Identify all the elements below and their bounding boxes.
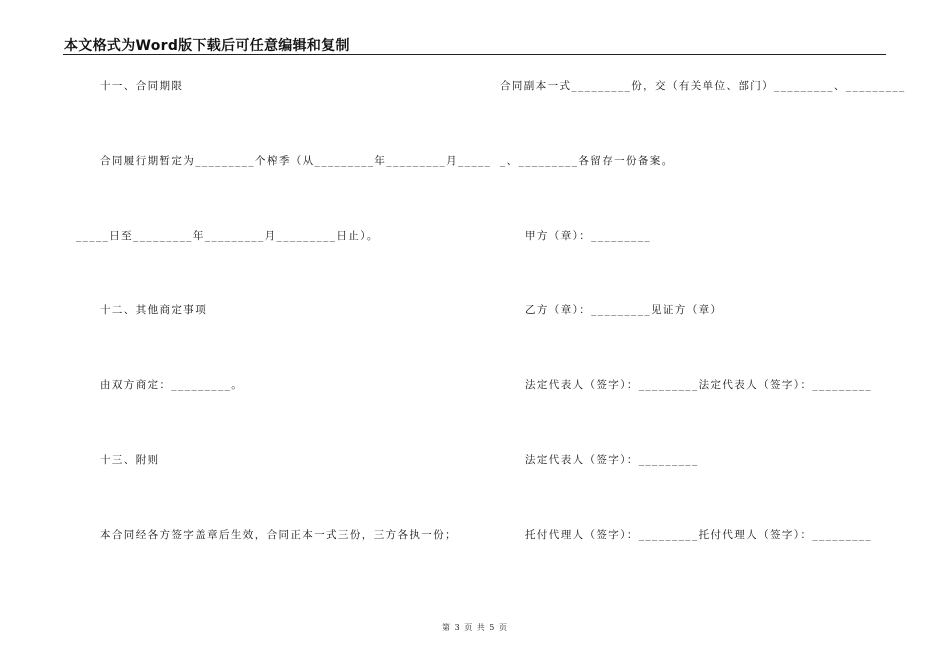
copies-clause-line-2: _、_________各留存一份备案。 [500, 155, 674, 167]
copies-clause-line-1: 合同副本一式_________份，交（有关单位、部门）_________、_________ [500, 80, 906, 92]
document-header-title: 本文格式为Word版下载后可任意编辑和复制 [64, 38, 350, 54]
legal-representative-line-1: 法定代表人（签字）：_________法定代表人（签字）：_________ [525, 379, 873, 391]
other-matters-line: 由双方商定：_________。 [100, 379, 244, 391]
effectiveness-clause-line: 本合同经各方签字盖章后生效，合同正本一式三份，三方各执一份； [100, 529, 457, 541]
legal-representative-line-2: 法定代表人（签字）：_________ [525, 454, 699, 466]
term-clause-line-2: _____日至_________年_________月_________日止）。 [76, 230, 379, 242]
section-11-heading: 十一、合同期限 [100, 80, 184, 92]
section-12-heading: 十二、其他商定事项 [100, 304, 208, 316]
header-divider [63, 54, 886, 55]
section-13-heading: 十三、附则 [100, 454, 160, 466]
party-b-seal-line: 乙方（章）：_________见证方（章） [525, 304, 723, 316]
party-a-seal-line: 甲方（章）：_________ [525, 230, 651, 242]
authorized-agent-line: 托付代理人（签字）：_________托付代理人（签字）：_________ [525, 529, 873, 541]
term-clause-line-1: 合同履行期暂定为_________个榨季（从_________年_________月_____ [100, 155, 492, 167]
page-number: 第 3 页 共 5 页 [442, 623, 508, 632]
